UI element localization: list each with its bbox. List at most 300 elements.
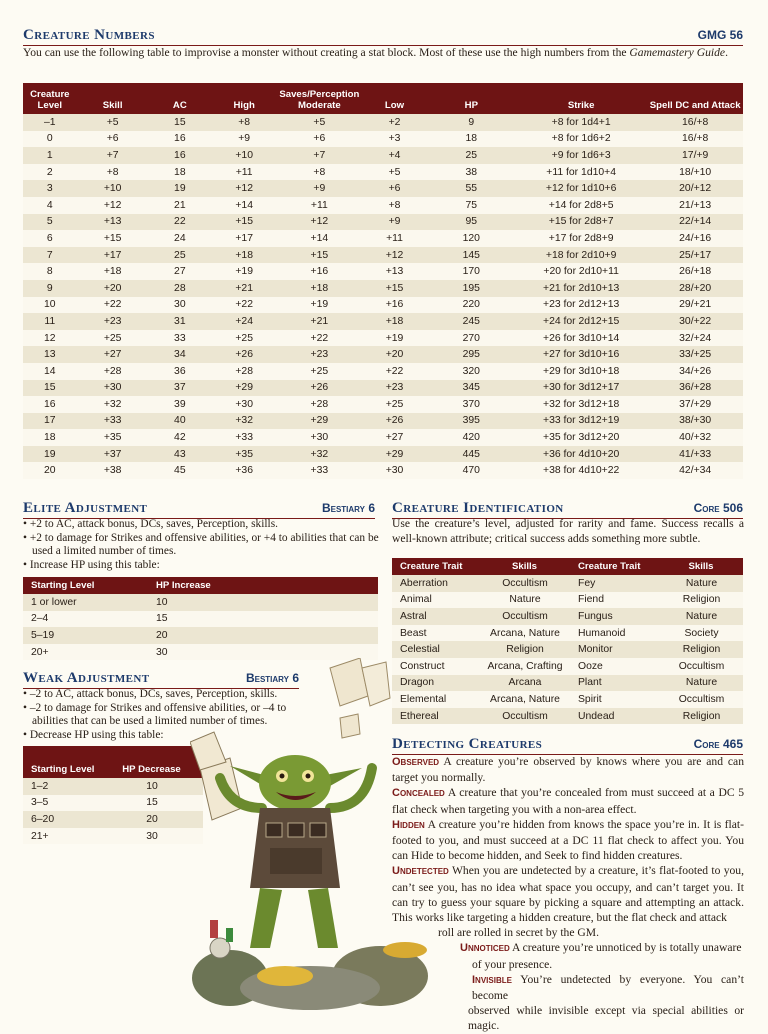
strike-cell: +35 for 3d12+20 xyxy=(515,429,647,446)
list-item: • –2 to AC, attack bonus, DCs, saves, Perception, skills. xyxy=(23,688,278,700)
trait-cell: Animal xyxy=(392,592,480,609)
level-cell: 11 xyxy=(23,313,77,330)
table-row xyxy=(23,380,743,397)
strike-cell: +8 for 1d4+1 xyxy=(515,114,647,131)
spell-cell: 18/+10 xyxy=(647,164,743,181)
table-row xyxy=(23,263,743,280)
identification-title: Creature Identification xyxy=(392,500,564,516)
high-cell: +28 xyxy=(211,363,277,380)
table-row xyxy=(23,164,743,181)
high-cell: +8 xyxy=(211,114,277,131)
skills-cell: Arcana xyxy=(480,675,570,692)
trait-cell: Celestial xyxy=(392,641,480,658)
spell-cell: 33/+25 xyxy=(647,346,743,363)
moderate-cell: +26 xyxy=(277,380,361,397)
table-row xyxy=(23,197,743,214)
spell-cell: 29/+21 xyxy=(647,297,743,314)
hp-cell: 18 xyxy=(428,131,515,148)
low-cell: +3 xyxy=(361,131,427,148)
observed-term: Observed xyxy=(392,756,440,768)
low-cell: +27 xyxy=(361,429,427,446)
level-cell: 4 xyxy=(23,197,77,214)
table-row xyxy=(23,346,743,363)
strike-cell: +30 for 3d12+17 xyxy=(515,380,647,397)
spell-cell: 22/+14 xyxy=(647,214,743,231)
level-cell: 10 xyxy=(23,297,77,314)
skill-cell: +35 xyxy=(77,429,149,446)
hp-cell: 15 xyxy=(101,795,203,812)
level-cell: 12 xyxy=(23,330,77,347)
hp-cell: 220 xyxy=(428,297,515,314)
hp-cell: 75 xyxy=(428,197,515,214)
low-cell: +18 xyxy=(361,313,427,330)
hp-cell: 38 xyxy=(428,164,515,181)
moderate-cell: +30 xyxy=(277,429,361,446)
strike-cell: +27 for 3d10+16 xyxy=(515,346,647,363)
low-cell: +4 xyxy=(361,147,427,164)
ac-cell: 19 xyxy=(149,180,211,197)
table-row xyxy=(23,778,203,795)
undetected-entry xyxy=(392,863,744,925)
weak-col-hp: HP Decrease xyxy=(101,746,203,778)
spell-cell: 17/+9 xyxy=(647,147,743,164)
ac-cell: 22 xyxy=(149,214,211,231)
creature-numbers-ref: GMG 56 xyxy=(697,28,743,42)
level-cell: 2–4 xyxy=(23,611,148,628)
col-hp: HP xyxy=(428,83,515,114)
high-cell: +22 xyxy=(211,297,277,314)
hidden-term: Hidden xyxy=(392,818,425,831)
strike-cell: +24 for 2d12+15 xyxy=(515,313,647,330)
moderate-cell: +23 xyxy=(277,346,361,363)
low-cell: +2 xyxy=(361,114,427,131)
identification-text: Use the creature’s level, adjusted for rarity and fame. Success recalls a well-known attribute; critical success adds something more subtle. xyxy=(392,517,744,545)
level-cell: 0 xyxy=(23,131,77,148)
low-cell: +19 xyxy=(361,330,427,347)
high-cell: +17 xyxy=(211,230,277,247)
skill-cell: +10 xyxy=(77,180,149,197)
ac-cell: 36 xyxy=(149,363,211,380)
strike-cell: +21 for 2d10+13 xyxy=(515,280,647,297)
skills-cell: Occultism xyxy=(660,658,743,675)
trait-cell: Humanoid xyxy=(570,625,660,642)
skills-cell: Nature xyxy=(480,592,570,609)
strike-cell: +36 for 4d10+20 xyxy=(515,446,647,463)
elite-title: Elite Adjustment xyxy=(23,500,148,516)
moderate-cell: +12 xyxy=(277,214,361,231)
hp-cell: 320 xyxy=(428,363,515,380)
skill-cell: +8 xyxy=(77,164,149,181)
identification-ref: Core 506 xyxy=(693,501,743,515)
trait-col-2: Creature Trait xyxy=(570,558,660,575)
table-row xyxy=(23,446,743,463)
list-item: • +2 to damage for Strikes and offensive abilities, or +4 to abilities that can be used a limited number of times. xyxy=(23,531,379,558)
level-cell: 9 xyxy=(23,280,77,297)
strike-cell: +26 for 3d10+14 xyxy=(515,330,647,347)
skills-cell: Arcana, Crafting xyxy=(480,658,570,675)
list-item: • +2 to AC, attack bonus, DCs, saves, Perception, skills. xyxy=(23,518,278,530)
col-level: Creature Level xyxy=(23,83,77,114)
unnoticed-desc: A creature you’re unnoticed by is totally unaware xyxy=(509,941,742,955)
trait-cell: Spirit xyxy=(570,691,660,708)
moderate-cell: +25 xyxy=(277,363,361,380)
spell-cell: 20/+12 xyxy=(647,180,743,197)
moderate-cell: +29 xyxy=(277,413,361,430)
skill-cell: +7 xyxy=(77,147,149,164)
col-ac: AC xyxy=(149,83,211,114)
table-row xyxy=(23,396,743,413)
moderate-cell: +8 xyxy=(277,164,361,181)
table-row xyxy=(23,795,203,812)
concealed-desc: A creature that you’re concealed from must succeed at a DC 5 flat check when targeting you with a non-area effect. xyxy=(392,786,744,816)
trait-cell: Aberration xyxy=(392,575,480,592)
skills-cell: Religion xyxy=(660,708,743,725)
hp-cell: 95 xyxy=(428,214,515,231)
skill-cell: +5 xyxy=(77,114,149,131)
spell-cell: 26/+18 xyxy=(647,263,743,280)
table-row xyxy=(23,611,378,628)
elite-ref: Bestiary 6 xyxy=(321,501,375,515)
level-cell: 1 or lower xyxy=(23,594,148,611)
weak-col-level: Starting Level xyxy=(23,746,101,778)
unnoticed-entry xyxy=(392,940,744,956)
table-row xyxy=(392,641,743,658)
high-cell: +25 xyxy=(211,330,277,347)
skill-cell: +25 xyxy=(77,330,149,347)
identification-table xyxy=(392,558,743,724)
table-header-row xyxy=(23,83,743,114)
level-cell: 14 xyxy=(23,363,77,380)
level-cell: 5–19 xyxy=(23,627,148,644)
hp-cell: 195 xyxy=(428,280,515,297)
elite-header xyxy=(23,500,375,519)
hidden-entry xyxy=(392,817,744,864)
low-cell: +8 xyxy=(361,197,427,214)
creature-numbers-title: Creature Numbers xyxy=(23,27,155,43)
skills-cell: Arcana, Nature xyxy=(480,691,570,708)
table-row xyxy=(23,594,378,611)
elite-col-hp: HP Increase xyxy=(148,577,378,594)
observed-desc: A creature you’re observed by knows where you are and can target you normally. xyxy=(392,755,744,785)
low-cell: +11 xyxy=(361,230,427,247)
strike-cell: +29 for 3d10+18 xyxy=(515,363,647,380)
ac-cell: 34 xyxy=(149,346,211,363)
spell-cell: 25/+17 xyxy=(647,247,743,264)
level-cell: 16 xyxy=(23,396,77,413)
level-cell: 6–20 xyxy=(23,811,101,828)
col-spell: Spell DC and Attack xyxy=(647,83,743,114)
level-cell: 20+ xyxy=(23,644,148,661)
trait-cell: Ooze xyxy=(570,658,660,675)
ac-cell: 45 xyxy=(149,462,211,479)
moderate-cell: +15 xyxy=(277,247,361,264)
level-cell: 15 xyxy=(23,380,77,397)
table-row xyxy=(23,413,743,430)
hp-cell: 15 xyxy=(148,611,378,628)
level-cell: 3 xyxy=(23,180,77,197)
low-cell: +6 xyxy=(361,180,427,197)
skills-cell: Occultism xyxy=(480,575,570,592)
ac-cell: 18 xyxy=(149,164,211,181)
spell-cell: 40/+32 xyxy=(647,429,743,446)
trait-cell: Fey xyxy=(570,575,660,592)
level-cell: –1 xyxy=(23,114,77,131)
hp-cell: 30 xyxy=(101,828,203,845)
invisible-entry-end: observed while invisible except via special abilities or magic. xyxy=(468,1004,744,1033)
hp-cell: 120 xyxy=(428,230,515,247)
saves-group-label: Saves/Perception xyxy=(279,89,360,100)
spell-cell: 38/+30 xyxy=(647,413,743,430)
high-cell: +35 xyxy=(211,446,277,463)
unnoticed-term: Unnoticed xyxy=(460,942,510,955)
moderate-cell: +9 xyxy=(277,180,361,197)
table-row xyxy=(23,462,743,479)
moderate-cell: +6 xyxy=(277,131,361,148)
high-cell: +9 xyxy=(211,131,277,148)
ac-cell: 43 xyxy=(149,446,211,463)
strike-cell: +23 for 2d12+13 xyxy=(515,297,647,314)
ac-cell: 37 xyxy=(149,380,211,397)
hp-cell: 270 xyxy=(428,330,515,347)
floating-paper-icon xyxy=(330,658,390,738)
list-item: • Decrease HP using this table: xyxy=(23,728,164,741)
skills-cell: Nature xyxy=(660,675,743,692)
skill-cell: +18 xyxy=(77,263,149,280)
hp-cell: 420 xyxy=(428,429,515,446)
moderate-cell: +14 xyxy=(277,230,361,247)
strike-cell: +8 for 1d6+2 xyxy=(515,131,647,148)
strike-cell: +18 for 2d10+9 xyxy=(515,247,647,264)
table-row xyxy=(392,625,743,642)
ac-cell: 24 xyxy=(149,230,211,247)
skill-cell: +32 xyxy=(77,396,149,413)
col-strike: Strike xyxy=(515,83,647,114)
hp-cell: 10 xyxy=(148,594,378,611)
table-row xyxy=(23,230,743,247)
skill-cell: +13 xyxy=(77,214,149,231)
table-row xyxy=(392,675,743,692)
trait-cell: Fiend xyxy=(570,592,660,609)
elite-table xyxy=(23,577,378,660)
high-cell: +26 xyxy=(211,346,277,363)
weak-table xyxy=(23,746,203,844)
ac-cell: 25 xyxy=(149,247,211,264)
col-low: Low xyxy=(361,83,427,114)
spell-cell: 24/+16 xyxy=(647,230,743,247)
intro-book-title: Gamemastery Guide xyxy=(629,46,726,59)
skill-cell: +28 xyxy=(77,363,149,380)
spell-cell: 42/+34 xyxy=(647,462,743,479)
weak-ref: Bestiary 6 xyxy=(245,671,299,685)
hp-cell: 20 xyxy=(101,811,203,828)
high-cell: +12 xyxy=(211,180,277,197)
table-row xyxy=(23,214,743,231)
hp-cell: 445 xyxy=(428,446,515,463)
col-skill: Skill xyxy=(77,83,149,114)
low-cell: +23 xyxy=(361,380,427,397)
detecting-header xyxy=(392,736,743,755)
skill-cell: +23 xyxy=(77,313,149,330)
skills-col-2: Skills xyxy=(660,558,743,575)
skill-cell: +27 xyxy=(77,346,149,363)
high-cell: +14 xyxy=(211,197,277,214)
goblin-body xyxy=(250,808,340,948)
skill-cell: +30 xyxy=(77,380,149,397)
level-cell: 18 xyxy=(23,429,77,446)
undetected-term: Undetected xyxy=(392,865,449,878)
table-row xyxy=(392,608,743,625)
level-cell: 1–2 xyxy=(23,778,101,795)
skill-cell: +12 xyxy=(77,197,149,214)
level-cell: 20 xyxy=(23,462,77,479)
spell-cell: 21/+13 xyxy=(647,197,743,214)
level-cell: 21+ xyxy=(23,828,101,845)
skills-col-1: Skills xyxy=(480,558,570,575)
hp-cell: 345 xyxy=(428,380,515,397)
skills-cell: Religion xyxy=(660,592,743,609)
intro-text: You can use the following table to improvise a monster without creating a stat block. Most of these use the high numbers from the xyxy=(23,46,630,59)
low-cell: +25 xyxy=(361,396,427,413)
skill-cell: +33 xyxy=(77,413,149,430)
table-row xyxy=(392,575,743,592)
skill-cell: +37 xyxy=(77,446,149,463)
trait-cell: Fungus xyxy=(570,608,660,625)
skill-cell: +15 xyxy=(77,230,149,247)
unnoticed-entry-end: of your presence. xyxy=(472,957,553,971)
strike-cell: +38 for 4d10+22 xyxy=(515,462,647,479)
moderate-cell: +28 xyxy=(277,396,361,413)
table-row xyxy=(23,280,743,297)
high-cell: +33 xyxy=(211,429,277,446)
skill-cell: +17 xyxy=(77,247,149,264)
level-cell: 6 xyxy=(23,230,77,247)
ac-cell: 28 xyxy=(149,280,211,297)
intro-end: . xyxy=(725,46,728,59)
high-cell: +32 xyxy=(211,413,277,430)
moderate-cell: +22 xyxy=(277,330,361,347)
concealed-entry xyxy=(392,785,744,816)
low-cell: +12 xyxy=(361,247,427,264)
low-cell: +29 xyxy=(361,446,427,463)
table-row xyxy=(23,811,203,828)
spell-cell: 30/+22 xyxy=(647,313,743,330)
elite-bullets xyxy=(23,518,379,572)
goblin-illustration xyxy=(190,658,440,1020)
moderate-cell: +32 xyxy=(277,446,361,463)
table-row xyxy=(23,313,743,330)
invisible-term: Invisible xyxy=(472,973,512,986)
trait-cell: Undead xyxy=(570,708,660,725)
moderate-cell: +19 xyxy=(277,297,361,314)
ac-cell: 33 xyxy=(149,330,211,347)
table-row xyxy=(23,828,203,845)
spell-cell: 37/+29 xyxy=(647,396,743,413)
ac-cell: 40 xyxy=(149,413,211,430)
table-row xyxy=(23,429,743,446)
spell-cell: 28/+20 xyxy=(647,280,743,297)
list-item: • Increase HP using this table: xyxy=(23,558,160,571)
hp-cell: 170 xyxy=(428,263,515,280)
level-cell: 3–5 xyxy=(23,795,101,812)
trait-cell: Monitor xyxy=(570,641,660,658)
skill-cell: +22 xyxy=(77,297,149,314)
ac-cell: 16 xyxy=(149,131,211,148)
table-row xyxy=(23,114,743,131)
table-row xyxy=(392,708,743,725)
moderate-cell: +18 xyxy=(277,280,361,297)
ac-cell: 42 xyxy=(149,429,211,446)
skills-cell: Nature xyxy=(660,575,743,592)
table-row xyxy=(392,691,743,708)
invisible-entry xyxy=(392,972,744,1003)
hp-cell: 295 xyxy=(428,346,515,363)
hp-cell: 395 xyxy=(428,413,515,430)
table-row xyxy=(23,297,743,314)
high-cell: +11 xyxy=(211,164,277,181)
level-cell: 2 xyxy=(23,164,77,181)
low-cell: +13 xyxy=(361,263,427,280)
hp-cell: 55 xyxy=(428,180,515,197)
list-item: • –2 to damage for Strikes and offensive abilities, or –4 to abilities that can be used a limited number of times. xyxy=(23,701,287,728)
table-row xyxy=(23,147,743,164)
ac-cell: 30 xyxy=(149,297,211,314)
hidden-desc: A creature you’re hidden from knows the space you’re in. It is flat-footed to you, and must succeed at a DC 11 flat check to affect you. You can Hide to become hidden, and Seek to find hidden creatures. xyxy=(392,817,744,863)
moderate-cell: +5 xyxy=(277,114,361,131)
hp-cell: 25 xyxy=(428,147,515,164)
creature-numbers-header xyxy=(23,27,743,46)
strike-cell: +32 for 3d12+18 xyxy=(515,396,647,413)
strike-cell: +17 for 2d8+9 xyxy=(515,230,647,247)
ac-cell: 31 xyxy=(149,313,211,330)
ac-cell: 27 xyxy=(149,263,211,280)
creature-numbers-table xyxy=(23,83,743,479)
table-row xyxy=(23,131,743,148)
spell-cell: 16/+8 xyxy=(647,131,743,148)
low-cell: +9 xyxy=(361,214,427,231)
trait-cell: Beast xyxy=(392,625,480,642)
table-row xyxy=(23,363,743,380)
spell-cell: 34/+26 xyxy=(647,363,743,380)
moderate-cell: +11 xyxy=(277,197,361,214)
high-cell: +15 xyxy=(211,214,277,231)
detecting-text xyxy=(392,754,744,1034)
table-row xyxy=(23,180,743,197)
low-cell: +20 xyxy=(361,346,427,363)
hp-cell: 20 xyxy=(148,627,378,644)
moderate-cell: +21 xyxy=(277,313,361,330)
skills-cell: Nature xyxy=(660,608,743,625)
high-cell: +30 xyxy=(211,396,277,413)
level-cell: 19 xyxy=(23,446,77,463)
trait-cell: Astral xyxy=(392,608,480,625)
spell-cell: 36/+28 xyxy=(647,380,743,397)
skill-cell: +20 xyxy=(77,280,149,297)
low-cell: +5 xyxy=(361,164,427,181)
elite-col-level: Starting Level xyxy=(23,577,148,594)
skills-cell: Occultism xyxy=(480,708,570,725)
high-cell: +19 xyxy=(211,263,277,280)
low-cell: +15 xyxy=(361,280,427,297)
col-moderate xyxy=(277,83,361,114)
skills-cell: Occultism xyxy=(660,691,743,708)
concealed-term: Concealed xyxy=(392,787,445,800)
detecting-ref: Core 465 xyxy=(693,737,743,751)
high-cell: +21 xyxy=(211,280,277,297)
ac-cell: 16 xyxy=(149,147,211,164)
skills-cell: Occultism xyxy=(480,608,570,625)
trait-col-1: Creature Trait xyxy=(392,558,480,575)
strike-cell: +11 for 1d10+4 xyxy=(515,164,647,181)
